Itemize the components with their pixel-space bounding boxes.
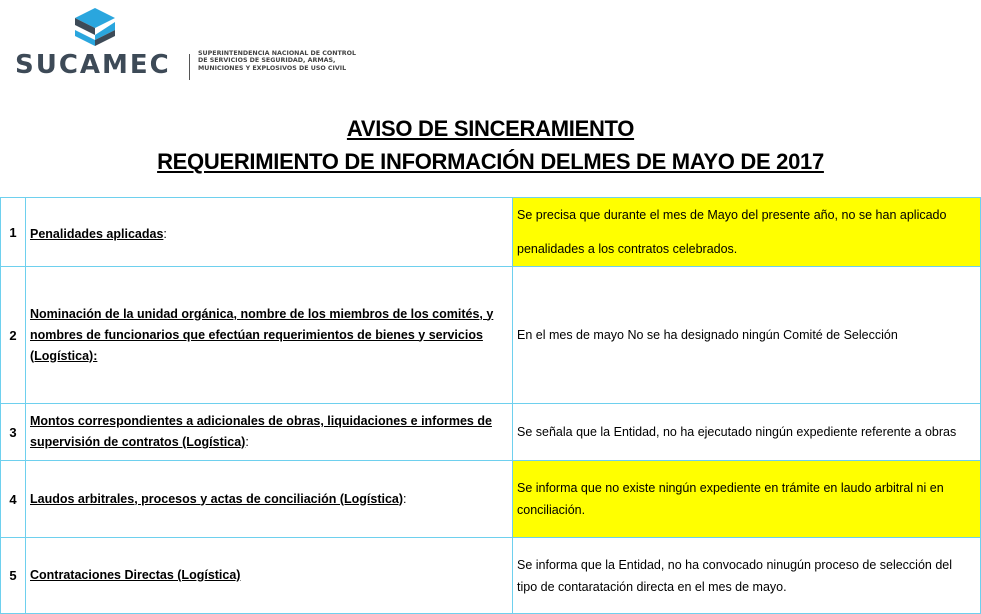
table-row	[1, 461, 981, 538]
table-row	[1, 404, 981, 461]
logo-separator	[189, 54, 190, 80]
row-label: Montos correspondientes a adicionales de obras, liquidaciones e informes de supervisión de contratos (Logística)	[30, 414, 492, 449]
row-description	[26, 267, 513, 404]
page-title: AVISO DE SINCERAMIENTO	[346, 116, 635, 141]
row-answer: Se señala que la Entidad, no ha ejecutado ningún expediente referente a obras	[513, 404, 981, 461]
row-number: 2	[1, 267, 26, 404]
row-label-suffix: :	[403, 491, 407, 506]
row-description	[26, 198, 513, 267]
row-description	[26, 404, 513, 461]
row-label: Penalidades aplicadas	[30, 226, 164, 241]
row-label: Contrataciones Directas (Logística)	[30, 568, 241, 582]
sucamec-logo	[15, 8, 355, 78]
row-answer: Se precisa que durante el mes de Mayo del presente año, no se han aplicado penalidades a los contratos celebrados.	[513, 198, 981, 267]
row-label: Laudos arbitrales, procesos y actas de conciliación (Logística)	[30, 491, 404, 506]
row-answer: Se informa que no existe ningún expediente en trámite en laudo arbitral ni en conciliación.	[513, 461, 981, 538]
table-row	[1, 538, 981, 614]
row-number: 4	[1, 461, 26, 538]
page-subtitle: REQUERIMIENTO DE INFORMACIÓN DELMES DE MAYO DE 2017	[157, 149, 824, 174]
row-number: 1	[1, 198, 26, 267]
row-number: 3	[1, 404, 26, 461]
row-answer: En el mes de mayo No se ha designado ningún Comité de Selección	[513, 267, 981, 404]
logo-wordmark: SUCAMEC	[15, 50, 171, 80]
row-label: Nominación de la unidad orgánica, nombre de los miembros de los comités, y nombres de funcionarios que efectúan requerimientos de bienes y servicios (Logística):	[30, 306, 494, 363]
table-row	[1, 198, 981, 267]
row-answer: Se informa que la Entidad, no ha convocado ninugún proceso de selección del tipo de contaratación directa en el mes de mayo.	[513, 538, 981, 614]
information-table	[0, 197, 981, 614]
row-label-suffix: :	[163, 226, 167, 241]
row-label-suffix: :	[245, 435, 249, 449]
row-number: 5	[1, 538, 26, 614]
logo-description: SUPERINTENDENCIA NACIONAL DE CONTROL DE SERVICIOS DE SEGURIDAD, ARMAS, MUNICIONES Y EXPLOSIVOS DE USO CIVIL	[198, 50, 357, 72]
row-description	[26, 538, 513, 614]
row-description	[26, 461, 513, 538]
table-row	[1, 267, 981, 404]
sucamec-emblem-icon	[67, 8, 123, 48]
